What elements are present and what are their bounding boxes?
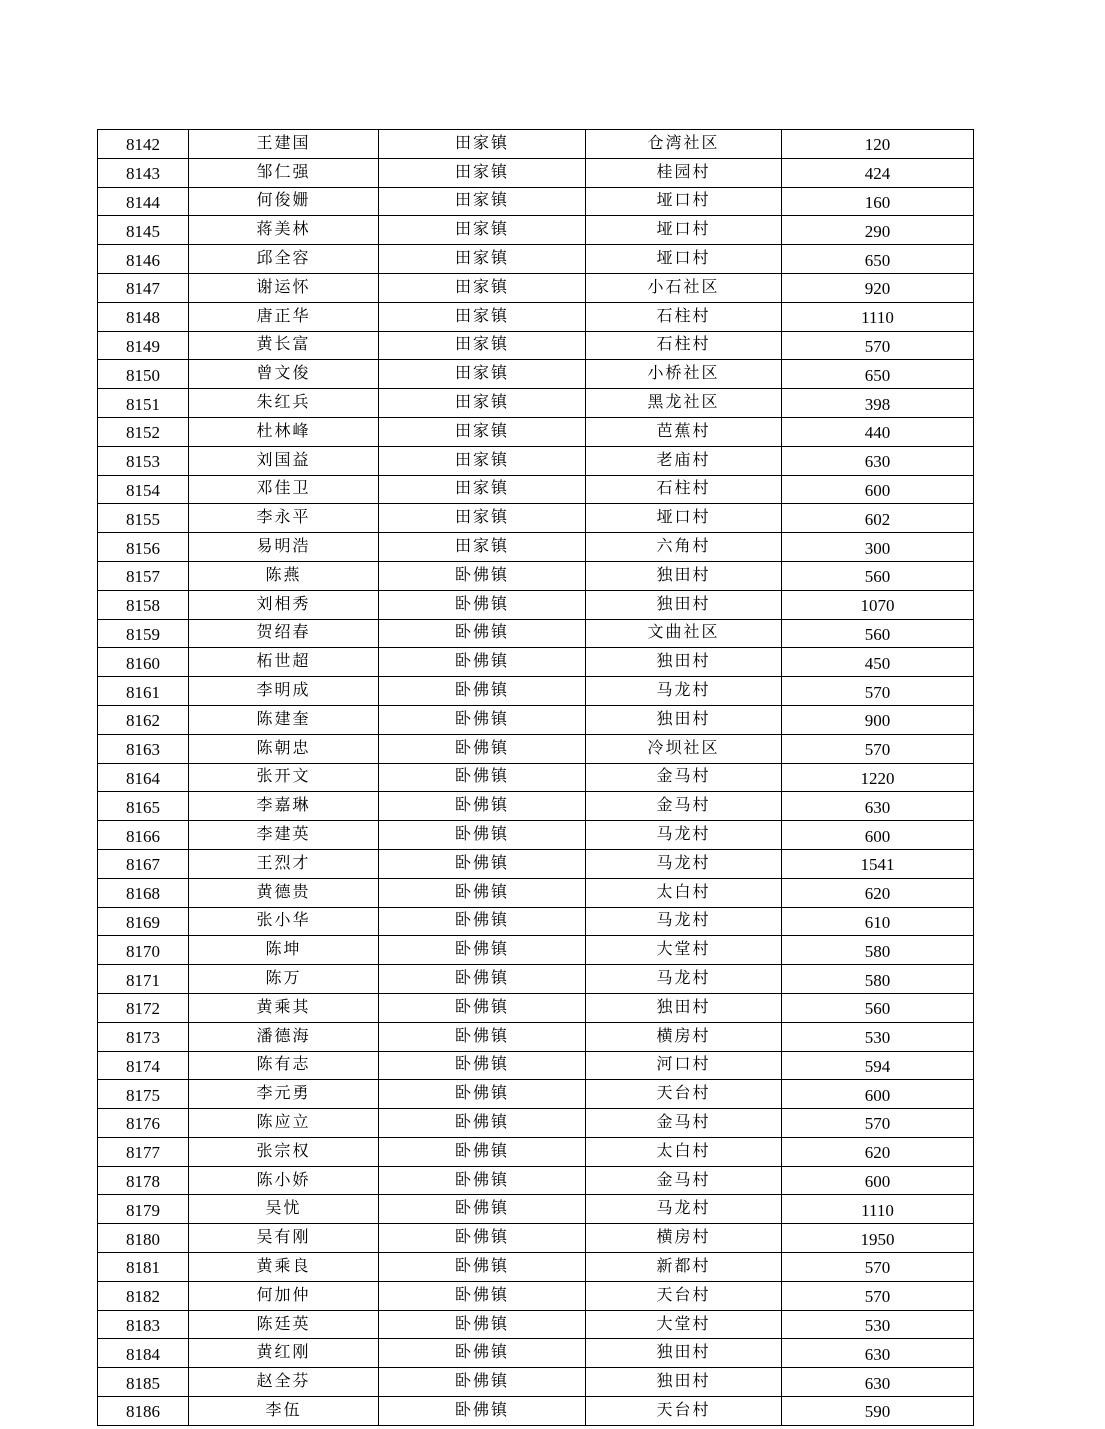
village-cell: 太白村 bbox=[586, 1137, 782, 1166]
amount-cell: 570 bbox=[782, 677, 974, 706]
town-cell: 卧佛镇 bbox=[379, 965, 586, 994]
village-cell: 大堂村 bbox=[586, 936, 782, 965]
records-table bbox=[97, 129, 974, 1426]
name-cell: 黄乘其 bbox=[189, 993, 379, 1022]
serial-number-cell: 8152 bbox=[98, 417, 189, 446]
name-cell: 陈廷英 bbox=[189, 1310, 379, 1339]
town-cell: 卧佛镇 bbox=[379, 677, 586, 706]
name-cell: 邹仁强 bbox=[189, 158, 379, 187]
amount-cell: 630 bbox=[782, 792, 974, 821]
village-cell: 独田村 bbox=[586, 1368, 782, 1397]
name-cell: 黄乘良 bbox=[189, 1253, 379, 1282]
amount-cell: 620 bbox=[782, 1137, 974, 1166]
town-cell: 田家镇 bbox=[379, 504, 586, 533]
serial-number-cell: 8157 bbox=[98, 561, 189, 590]
amount-cell: 398 bbox=[782, 389, 974, 418]
table-row bbox=[98, 1166, 974, 1195]
amount-cell: 570 bbox=[782, 1281, 974, 1310]
town-cell: 卧佛镇 bbox=[379, 1166, 586, 1195]
name-cell: 邓佳卫 bbox=[189, 475, 379, 504]
village-cell: 太白村 bbox=[586, 878, 782, 907]
serial-number-cell: 8184 bbox=[98, 1339, 189, 1368]
amount-cell: 600 bbox=[782, 475, 974, 504]
serial-number-cell: 8147 bbox=[98, 273, 189, 302]
amount-cell: 440 bbox=[782, 417, 974, 446]
table-row bbox=[98, 878, 974, 907]
name-cell: 张小华 bbox=[189, 907, 379, 936]
serial-number-cell: 8150 bbox=[98, 360, 189, 389]
town-cell: 卧佛镇 bbox=[379, 1397, 586, 1426]
table-row bbox=[98, 648, 974, 677]
name-cell: 赵全芬 bbox=[189, 1368, 379, 1397]
town-cell: 卧佛镇 bbox=[379, 1368, 586, 1397]
amount-cell: 560 bbox=[782, 993, 974, 1022]
amount-cell: 1950 bbox=[782, 1224, 974, 1253]
amount-cell: 160 bbox=[782, 187, 974, 216]
village-cell: 金马村 bbox=[586, 792, 782, 821]
name-cell: 柘世超 bbox=[189, 648, 379, 677]
table-row bbox=[98, 1137, 974, 1166]
serial-number-cell: 8148 bbox=[98, 302, 189, 331]
town-cell: 卧佛镇 bbox=[379, 763, 586, 792]
name-cell: 王烈才 bbox=[189, 849, 379, 878]
village-cell: 河口村 bbox=[586, 1051, 782, 1080]
serial-number-cell: 8170 bbox=[98, 936, 189, 965]
name-cell: 王建国 bbox=[189, 130, 379, 159]
table-row bbox=[98, 763, 974, 792]
records-body bbox=[98, 130, 974, 1426]
town-cell: 卧佛镇 bbox=[379, 1224, 586, 1253]
village-cell: 石柱村 bbox=[586, 331, 782, 360]
village-cell: 独田村 bbox=[586, 590, 782, 619]
village-cell: 仓湾社区 bbox=[586, 130, 782, 159]
name-cell: 张开文 bbox=[189, 763, 379, 792]
amount-cell: 920 bbox=[782, 273, 974, 302]
name-cell: 何加仲 bbox=[189, 1281, 379, 1310]
serial-number-cell: 8144 bbox=[98, 187, 189, 216]
name-cell: 陈万 bbox=[189, 965, 379, 994]
name-cell: 杜林峰 bbox=[189, 417, 379, 446]
serial-number-cell: 8165 bbox=[98, 792, 189, 821]
name-cell: 朱红兵 bbox=[189, 389, 379, 418]
name-cell: 曾文俊 bbox=[189, 360, 379, 389]
serial-number-cell: 8166 bbox=[98, 821, 189, 850]
name-cell: 陈应立 bbox=[189, 1109, 379, 1138]
amount-cell: 602 bbox=[782, 504, 974, 533]
serial-number-cell: 8177 bbox=[98, 1137, 189, 1166]
amount-cell: 620 bbox=[782, 878, 974, 907]
village-cell: 天台村 bbox=[586, 1281, 782, 1310]
table-row bbox=[98, 187, 974, 216]
serial-number-cell: 8185 bbox=[98, 1368, 189, 1397]
town-cell: 卧佛镇 bbox=[379, 705, 586, 734]
amount-cell: 290 bbox=[782, 216, 974, 245]
amount-cell: 594 bbox=[782, 1051, 974, 1080]
name-cell: 陈燕 bbox=[189, 561, 379, 590]
table-row bbox=[98, 1051, 974, 1080]
village-cell: 桂园村 bbox=[586, 158, 782, 187]
amount-cell: 1220 bbox=[782, 763, 974, 792]
name-cell: 陈小娇 bbox=[189, 1166, 379, 1195]
table-row bbox=[98, 1368, 974, 1397]
town-cell: 卧佛镇 bbox=[379, 849, 586, 878]
amount-cell: 570 bbox=[782, 1253, 974, 1282]
name-cell: 刘相秀 bbox=[189, 590, 379, 619]
town-cell: 卧佛镇 bbox=[379, 1080, 586, 1109]
town-cell: 田家镇 bbox=[379, 331, 586, 360]
serial-number-cell: 8154 bbox=[98, 475, 189, 504]
village-cell: 天台村 bbox=[586, 1080, 782, 1109]
village-cell: 石柱村 bbox=[586, 475, 782, 504]
name-cell: 黄德贵 bbox=[189, 878, 379, 907]
name-cell: 蒋美林 bbox=[189, 216, 379, 245]
village-cell: 小石社区 bbox=[586, 273, 782, 302]
village-cell: 横房村 bbox=[586, 1022, 782, 1051]
table-row bbox=[98, 1022, 974, 1051]
table-row bbox=[98, 331, 974, 360]
amount-cell: 120 bbox=[782, 130, 974, 159]
name-cell: 陈建奎 bbox=[189, 705, 379, 734]
amount-cell: 600 bbox=[782, 1080, 974, 1109]
village-cell: 垭口村 bbox=[586, 187, 782, 216]
village-cell: 六角村 bbox=[586, 533, 782, 562]
amount-cell: 1110 bbox=[782, 1195, 974, 1224]
amount-cell: 570 bbox=[782, 331, 974, 360]
amount-cell: 300 bbox=[782, 533, 974, 562]
name-cell: 张宗权 bbox=[189, 1137, 379, 1166]
table-row bbox=[98, 849, 974, 878]
amount-cell: 1070 bbox=[782, 590, 974, 619]
amount-cell: 610 bbox=[782, 907, 974, 936]
village-cell: 马龙村 bbox=[586, 1195, 782, 1224]
amount-cell: 630 bbox=[782, 446, 974, 475]
amount-cell: 580 bbox=[782, 965, 974, 994]
village-cell: 马龙村 bbox=[586, 907, 782, 936]
table-row bbox=[98, 1253, 974, 1282]
table-row bbox=[98, 821, 974, 850]
village-cell: 新都村 bbox=[586, 1253, 782, 1282]
amount-cell: 1110 bbox=[782, 302, 974, 331]
table-row bbox=[98, 1224, 974, 1253]
town-cell: 卧佛镇 bbox=[379, 648, 586, 677]
table-row bbox=[98, 216, 974, 245]
village-cell: 独田村 bbox=[586, 705, 782, 734]
town-cell: 卧佛镇 bbox=[379, 1195, 586, 1224]
village-cell: 石柱村 bbox=[586, 302, 782, 331]
town-cell: 田家镇 bbox=[379, 158, 586, 187]
serial-number-cell: 8172 bbox=[98, 993, 189, 1022]
town-cell: 卧佛镇 bbox=[379, 1022, 586, 1051]
table-row bbox=[98, 1397, 974, 1426]
village-cell: 马龙村 bbox=[586, 965, 782, 994]
amount-cell: 570 bbox=[782, 1109, 974, 1138]
town-cell: 卧佛镇 bbox=[379, 734, 586, 763]
town-cell: 田家镇 bbox=[379, 417, 586, 446]
village-cell: 独田村 bbox=[586, 993, 782, 1022]
name-cell: 刘国益 bbox=[189, 446, 379, 475]
table-row bbox=[98, 504, 974, 533]
amount-cell: 424 bbox=[782, 158, 974, 187]
table-row bbox=[98, 389, 974, 418]
table-row bbox=[98, 677, 974, 706]
name-cell: 陈坤 bbox=[189, 936, 379, 965]
serial-number-cell: 8175 bbox=[98, 1080, 189, 1109]
table-row bbox=[98, 1195, 974, 1224]
town-cell: 田家镇 bbox=[379, 389, 586, 418]
village-cell: 金马村 bbox=[586, 763, 782, 792]
serial-number-cell: 8151 bbox=[98, 389, 189, 418]
amount-cell: 560 bbox=[782, 561, 974, 590]
serial-number-cell: 8158 bbox=[98, 590, 189, 619]
town-cell: 田家镇 bbox=[379, 446, 586, 475]
table-row bbox=[98, 245, 974, 274]
serial-number-cell: 8146 bbox=[98, 245, 189, 274]
amount-cell: 900 bbox=[782, 705, 974, 734]
table-row bbox=[98, 417, 974, 446]
name-cell: 李伍 bbox=[189, 1397, 379, 1426]
table-row bbox=[98, 965, 974, 994]
amount-cell: 630 bbox=[782, 1339, 974, 1368]
serial-number-cell: 8181 bbox=[98, 1253, 189, 1282]
village-cell: 独田村 bbox=[586, 1339, 782, 1368]
town-cell: 卧佛镇 bbox=[379, 1310, 586, 1339]
serial-number-cell: 8155 bbox=[98, 504, 189, 533]
town-cell: 卧佛镇 bbox=[379, 936, 586, 965]
town-cell: 田家镇 bbox=[379, 533, 586, 562]
town-cell: 卧佛镇 bbox=[379, 1137, 586, 1166]
town-cell: 田家镇 bbox=[379, 475, 586, 504]
village-cell: 老庙村 bbox=[586, 446, 782, 475]
name-cell: 李明成 bbox=[189, 677, 379, 706]
town-cell: 卧佛镇 bbox=[379, 792, 586, 821]
town-cell: 卧佛镇 bbox=[379, 1051, 586, 1080]
table-row bbox=[98, 1281, 974, 1310]
table-row bbox=[98, 705, 974, 734]
table-row bbox=[98, 158, 974, 187]
village-cell: 大堂村 bbox=[586, 1310, 782, 1339]
table-row bbox=[98, 619, 974, 648]
village-cell: 芭蕉村 bbox=[586, 417, 782, 446]
table-row bbox=[98, 907, 974, 936]
amount-cell: 630 bbox=[782, 1368, 974, 1397]
village-cell: 天台村 bbox=[586, 1397, 782, 1426]
village-cell: 金马村 bbox=[586, 1109, 782, 1138]
town-cell: 卧佛镇 bbox=[379, 619, 586, 648]
serial-number-cell: 8173 bbox=[98, 1022, 189, 1051]
village-cell: 小桥社区 bbox=[586, 360, 782, 389]
serial-number-cell: 8167 bbox=[98, 849, 189, 878]
name-cell: 吴有刚 bbox=[189, 1224, 379, 1253]
table-row bbox=[98, 1339, 974, 1368]
serial-number-cell: 8171 bbox=[98, 965, 189, 994]
serial-number-cell: 8186 bbox=[98, 1397, 189, 1426]
serial-number-cell: 8153 bbox=[98, 446, 189, 475]
village-cell: 独田村 bbox=[586, 561, 782, 590]
town-cell: 田家镇 bbox=[379, 360, 586, 389]
town-cell: 田家镇 bbox=[379, 302, 586, 331]
table-row bbox=[98, 273, 974, 302]
amount-cell: 530 bbox=[782, 1310, 974, 1339]
table-row bbox=[98, 360, 974, 389]
serial-number-cell: 8162 bbox=[98, 705, 189, 734]
amount-cell: 450 bbox=[782, 648, 974, 677]
serial-number-cell: 8168 bbox=[98, 878, 189, 907]
village-cell: 马龙村 bbox=[586, 677, 782, 706]
name-cell: 唐正华 bbox=[189, 302, 379, 331]
table-row bbox=[98, 734, 974, 763]
amount-cell: 530 bbox=[782, 1022, 974, 1051]
village-cell: 独田村 bbox=[586, 648, 782, 677]
table-row bbox=[98, 302, 974, 331]
town-cell: 卧佛镇 bbox=[379, 561, 586, 590]
name-cell: 贺绍春 bbox=[189, 619, 379, 648]
village-cell: 黑龙社区 bbox=[586, 389, 782, 418]
name-cell: 陈朝忠 bbox=[189, 734, 379, 763]
serial-number-cell: 8163 bbox=[98, 734, 189, 763]
serial-number-cell: 8149 bbox=[98, 331, 189, 360]
serial-number-cell: 8182 bbox=[98, 1281, 189, 1310]
town-cell: 卧佛镇 bbox=[379, 590, 586, 619]
town-cell: 卧佛镇 bbox=[379, 1281, 586, 1310]
serial-number-cell: 8161 bbox=[98, 677, 189, 706]
town-cell: 田家镇 bbox=[379, 187, 586, 216]
table-row bbox=[98, 590, 974, 619]
name-cell: 易明浩 bbox=[189, 533, 379, 562]
name-cell: 黄红刚 bbox=[189, 1339, 379, 1368]
town-cell: 卧佛镇 bbox=[379, 1109, 586, 1138]
table-row bbox=[98, 561, 974, 590]
amount-cell: 1541 bbox=[782, 849, 974, 878]
amount-cell: 650 bbox=[782, 245, 974, 274]
village-cell: 马龙村 bbox=[586, 821, 782, 850]
serial-number-cell: 8156 bbox=[98, 533, 189, 562]
name-cell: 黄长富 bbox=[189, 331, 379, 360]
serial-number-cell: 8178 bbox=[98, 1166, 189, 1195]
amount-cell: 590 bbox=[782, 1397, 974, 1426]
table-row bbox=[98, 475, 974, 504]
amount-cell: 580 bbox=[782, 936, 974, 965]
serial-number-cell: 8142 bbox=[98, 130, 189, 159]
village-cell: 垭口村 bbox=[586, 504, 782, 533]
table-row bbox=[98, 1080, 974, 1109]
table-row bbox=[98, 130, 974, 159]
table-row bbox=[98, 446, 974, 475]
village-cell: 垭口村 bbox=[586, 245, 782, 274]
table-row bbox=[98, 993, 974, 1022]
village-cell: 垭口村 bbox=[586, 216, 782, 245]
amount-cell: 650 bbox=[782, 360, 974, 389]
serial-number-cell: 8169 bbox=[98, 907, 189, 936]
town-cell: 卧佛镇 bbox=[379, 907, 586, 936]
name-cell: 何俊姗 bbox=[189, 187, 379, 216]
serial-number-cell: 8180 bbox=[98, 1224, 189, 1253]
serial-number-cell: 8183 bbox=[98, 1310, 189, 1339]
name-cell: 潘德海 bbox=[189, 1022, 379, 1051]
name-cell: 李元勇 bbox=[189, 1080, 379, 1109]
town-cell: 田家镇 bbox=[379, 216, 586, 245]
name-cell: 吴忧 bbox=[189, 1195, 379, 1224]
serial-number-cell: 8179 bbox=[98, 1195, 189, 1224]
amount-cell: 600 bbox=[782, 821, 974, 850]
serial-number-cell: 8159 bbox=[98, 619, 189, 648]
serial-number-cell: 8164 bbox=[98, 763, 189, 792]
village-cell: 冷坝社区 bbox=[586, 734, 782, 763]
village-cell: 文曲社区 bbox=[586, 619, 782, 648]
table-row bbox=[98, 1109, 974, 1138]
town-cell: 卧佛镇 bbox=[379, 993, 586, 1022]
amount-cell: 570 bbox=[782, 734, 974, 763]
name-cell: 李嘉琳 bbox=[189, 792, 379, 821]
table-row bbox=[98, 533, 974, 562]
serial-number-cell: 8176 bbox=[98, 1109, 189, 1138]
town-cell: 卧佛镇 bbox=[379, 821, 586, 850]
town-cell: 田家镇 bbox=[379, 273, 586, 302]
town-cell: 卧佛镇 bbox=[379, 1339, 586, 1368]
serial-number-cell: 8160 bbox=[98, 648, 189, 677]
serial-number-cell: 8143 bbox=[98, 158, 189, 187]
table-row bbox=[98, 936, 974, 965]
town-cell: 卧佛镇 bbox=[379, 1253, 586, 1282]
town-cell: 田家镇 bbox=[379, 245, 586, 274]
town-cell: 卧佛镇 bbox=[379, 878, 586, 907]
serial-number-cell: 8174 bbox=[98, 1051, 189, 1080]
village-cell: 横房村 bbox=[586, 1224, 782, 1253]
name-cell: 邱全容 bbox=[189, 245, 379, 274]
village-cell: 金马村 bbox=[586, 1166, 782, 1195]
table-row bbox=[98, 792, 974, 821]
amount-cell: 560 bbox=[782, 619, 974, 648]
name-cell: 陈有志 bbox=[189, 1051, 379, 1080]
name-cell: 李建英 bbox=[189, 821, 379, 850]
name-cell: 李永平 bbox=[189, 504, 379, 533]
table-row bbox=[98, 1310, 974, 1339]
village-cell: 马龙村 bbox=[586, 849, 782, 878]
name-cell: 谢运怀 bbox=[189, 273, 379, 302]
town-cell: 田家镇 bbox=[379, 130, 586, 159]
amount-cell: 600 bbox=[782, 1166, 974, 1195]
serial-number-cell: 8145 bbox=[98, 216, 189, 245]
